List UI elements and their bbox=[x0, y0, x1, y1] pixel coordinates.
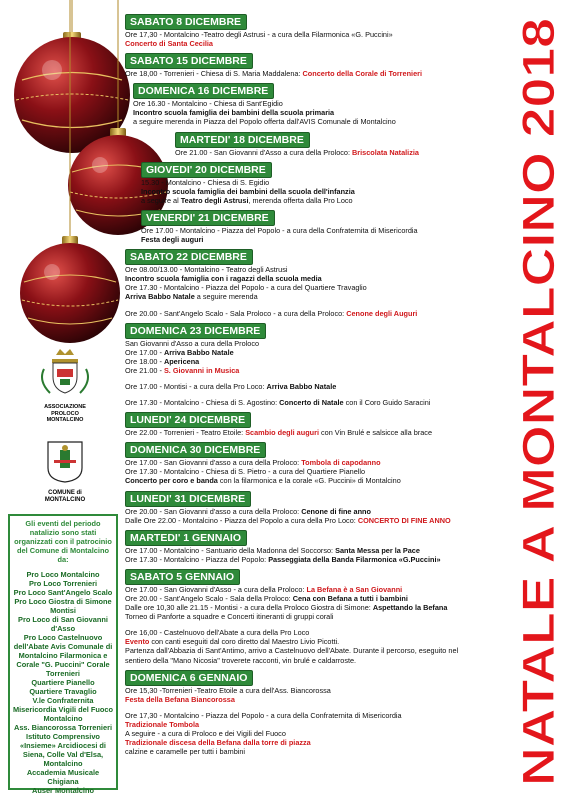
event-detail: Ore 20.00 - Sant'Angelo Scalo - Sala della Proloco: bbox=[125, 594, 293, 603]
event-detail: con la filarmonica e la corale «G. Puccini» di Montalcino bbox=[217, 476, 401, 486]
event-detail: Torneo di Panforte a squadre e Concerti itineranti di gruppi corali bbox=[125, 612, 334, 622]
event-line bbox=[125, 398, 510, 407]
organizer-item: Pro Loco Montalcino bbox=[26, 570, 100, 579]
event-detail: A seguire - a cura di Proloco e dei Vigili del Fuoco bbox=[125, 729, 286, 739]
event-line bbox=[141, 235, 510, 244]
event-highlight: La Befana è a San Giovanni bbox=[306, 584, 403, 594]
event-block bbox=[125, 410, 510, 437]
event-highlight: Scambio degli auguri bbox=[245, 428, 319, 438]
event-detail: Ore 18.00 - bbox=[125, 356, 164, 366]
organizer-item: Quartiere Travaglio bbox=[29, 687, 97, 696]
event-line bbox=[125, 69, 510, 78]
event-line bbox=[125, 612, 510, 621]
event-highlight: S. Giovanni in Musica bbox=[163, 365, 240, 375]
event-line bbox=[125, 729, 510, 738]
event-line bbox=[125, 585, 510, 594]
event-line bbox=[133, 99, 510, 108]
event-detail: con il Coro Guido Saracini bbox=[343, 398, 431, 408]
event-line bbox=[125, 283, 510, 292]
event-highlight: Briscolata Natalizia bbox=[352, 147, 419, 157]
event-line bbox=[125, 747, 510, 756]
event-title: Aspettando la Befana bbox=[372, 603, 448, 613]
event-date-header: SABATO 5 GENNAIO bbox=[125, 569, 240, 585]
event-date-header: MARTEDI' 1 GENNAIO bbox=[125, 530, 247, 546]
event-detail: Dalle ore 10,30 alle 21.15 - Montisi - a cura della Proloco Giostra di Simone: bbox=[125, 603, 373, 613]
event-list bbox=[125, 12, 510, 759]
event-title: Incontro scuola famiglia dei bambini della scuola dell'infanzia bbox=[141, 186, 355, 196]
event-line bbox=[125, 292, 510, 301]
event-highlight: CONCERTO DI FINE ANNO bbox=[357, 515, 451, 525]
spacer bbox=[125, 302, 510, 309]
event-detail: Ore 20.00 - Sant'Angelo Scalo - Sala Proloco - a cura della Proloco: bbox=[125, 308, 347, 318]
event-line bbox=[125, 507, 510, 516]
event-line bbox=[125, 695, 510, 704]
event-detail: San Giovanni d'Asso a cura della Proloco bbox=[125, 338, 260, 348]
event-line bbox=[125, 603, 510, 612]
event-title: Cenone di fine anno bbox=[301, 506, 371, 516]
event-detail: Ore 17.00 - bbox=[125, 347, 164, 357]
event-title: Concerto di Natale bbox=[279, 398, 344, 408]
event-block bbox=[125, 668, 510, 757]
event-date-header: LUNEDI' 31 DICEMBRE bbox=[125, 491, 251, 507]
event-highlight: Tradizionale Tombola bbox=[125, 719, 200, 729]
page-title: NATALE A MONTALCINO 2018 bbox=[513, 141, 564, 786]
event-line bbox=[125, 646, 510, 655]
event-line bbox=[125, 30, 510, 39]
event-block bbox=[141, 160, 510, 205]
event-date-header: VENERDI' 21 DICEMBRE bbox=[141, 210, 275, 226]
event-date-header: SABATO 8 DICEMBRE bbox=[125, 14, 247, 30]
event-line bbox=[125, 309, 510, 318]
event-date-header: DOMENICA 23 DICEMBRE bbox=[125, 323, 266, 339]
event-line bbox=[125, 555, 510, 564]
event-line bbox=[133, 117, 510, 126]
event-highlight: Tombola di capodanno bbox=[301, 458, 381, 468]
event-detail: Ore 22.00 - Torrenieri - Teatro Etoile: bbox=[125, 428, 246, 438]
event-line bbox=[125, 348, 510, 357]
event-title: Teatro degli Astrusi bbox=[180, 195, 249, 205]
event-line bbox=[125, 546, 510, 555]
event-detail: Ore 16,00 - Castelnuovo dell'Abate a cura della Pro Loco bbox=[125, 628, 310, 638]
event-block bbox=[133, 81, 510, 126]
event-block bbox=[141, 208, 510, 244]
event-detail: calzine e caramelle per tutti i bambini bbox=[125, 747, 246, 757]
event-block bbox=[175, 130, 510, 157]
event-detail: Ore 20.00 - San Giovanni d'asso a cura della Proloco: bbox=[125, 506, 302, 516]
event-detail: Ore 17,30 - Montalcino -Teatro degli Astrusi - a cura della Filarmonica «G. Puccini» bbox=[125, 30, 393, 39]
event-detail: Ore 08.00/13.00 - Montalcino - Teatro degli Astrusi bbox=[125, 265, 288, 275]
event-line bbox=[125, 357, 510, 366]
organizer-item: Pro Loco Castelnuovo dell'Abate Avis Comunale di Montalcino Filarmonica e Corale "G. Puccini" Corale Torrenieri bbox=[13, 633, 113, 678]
event-highlight: Cenone degli Auguri bbox=[346, 308, 418, 318]
event-highlight: Festa della Befana Biancorossa bbox=[125, 694, 235, 704]
event-line bbox=[125, 274, 510, 283]
event-detail: Ore 17.00 - San Giovanni d'Asso - a cura della Proloco: bbox=[125, 584, 307, 594]
event-line bbox=[125, 637, 510, 646]
event-line bbox=[141, 187, 510, 196]
organizer-item: Pro Loco di San Giovanni d'Asso bbox=[18, 615, 108, 633]
patronage-intro: Gli eventi del periodo natalizio sono stati organizzati con il patrocinio del Comune di Montalcino da: bbox=[14, 519, 112, 564]
event-highlight: Concerto di Santa Cecilia bbox=[125, 39, 213, 49]
event-line bbox=[125, 711, 510, 720]
event-title: Concerto per coro e banda bbox=[125, 476, 218, 486]
organizer-item: V.le Confraternita Misericordia Vigili del Fuoco Montalcino bbox=[12, 696, 114, 723]
event-block bbox=[125, 440, 510, 485]
event-line bbox=[125, 628, 510, 637]
event-detail: Ore 17.30 - Montalcino - Chiesa di S. Agostino: bbox=[125, 398, 280, 408]
event-block bbox=[125, 528, 510, 564]
event-detail: Ore 16.30 - Montalcino - Chiesa di Sant'Egidio bbox=[133, 99, 283, 109]
comune-label: COMUNE di MONTALCINO bbox=[44, 489, 86, 503]
event-block bbox=[125, 567, 510, 665]
event-highlight: Concerto della Corale di Torrenieri bbox=[302, 69, 422, 79]
organizer-item: Ass. Biancorossa Torrenieri Istituto Comprensivo «Insieme» Arcidiocesi di Siena, Colle Val d'Elsa, Montalcino bbox=[13, 723, 113, 768]
organizer-list bbox=[12, 570, 114, 795]
event-line bbox=[125, 467, 510, 476]
event-date-header: DOMENICA 6 GENNAIO bbox=[125, 670, 253, 686]
event-highlight: Evento bbox=[125, 637, 150, 647]
event-block bbox=[125, 12, 510, 48]
event-line bbox=[141, 178, 510, 187]
patronage-box bbox=[8, 514, 118, 795]
event-detail: Partenza dall'Abbazia di Sant'Antimo, arrivo a Castelnuovo dell'Abate. Durante il percorso, eseguito nel bbox=[125, 646, 459, 656]
event-line bbox=[175, 148, 510, 157]
event-line bbox=[125, 265, 510, 274]
spacer bbox=[125, 375, 510, 382]
event-detail: con Vin Brulé e salsicce alla brace bbox=[318, 428, 433, 438]
event-date-header: DOMENICA 16 DICEMBRE bbox=[133, 83, 274, 99]
event-line bbox=[125, 594, 510, 603]
event-detail: a seguire merenda in Piazza del Popolo offerta dall'AVIS Comunale di Montalcino bbox=[133, 117, 396, 127]
event-line bbox=[125, 382, 510, 391]
organizer-item: Auser Montalcino bbox=[31, 786, 94, 795]
spacer bbox=[125, 621, 510, 628]
event-line bbox=[125, 428, 510, 437]
event-block bbox=[125, 321, 510, 408]
event-title: Cena con Befana a tutti i bambini bbox=[292, 594, 408, 603]
event-block bbox=[125, 489, 510, 525]
event-detail: 15.30 - Montalcino - Chiesa di S. Egidio bbox=[141, 177, 270, 187]
event-detail: Ore 17.00 - Montalcino - Piazza del Popolo - a cura della Confraternita di Misericordia bbox=[141, 225, 418, 235]
event-line bbox=[125, 738, 510, 747]
event-line bbox=[141, 196, 510, 205]
event-date-header: SABATO 22 DICEMBRE bbox=[125, 249, 253, 265]
event-date-header: DOMENICA 30 DICEMBRE bbox=[125, 442, 266, 458]
event-title: Arriva Babbo Natale bbox=[266, 381, 337, 391]
event-title: Arriva Babbo Natale bbox=[163, 347, 234, 357]
event-line bbox=[125, 366, 510, 375]
event-detail: a seguire al bbox=[141, 195, 181, 205]
organizer-item: Accademia Musicale Chigiana bbox=[26, 768, 100, 786]
event-date-header: SABATO 15 DICEMBRE bbox=[125, 53, 253, 69]
event-detail: a seguire merenda bbox=[194, 292, 258, 302]
organizer-item: Pro Loco Sant'Angelo Scalo bbox=[13, 588, 113, 597]
event-title: Incontro scuola famiglia con i ragazzi della scuola media bbox=[125, 274, 322, 284]
proloco-label: ASSOCIAZIONE PROLOCO MONTALCINO bbox=[44, 404, 86, 423]
comune-crest-icon bbox=[20, 438, 110, 484]
event-line bbox=[125, 339, 510, 348]
event-title: Incontro scuola famiglia dei bambini della scuola primaria bbox=[133, 108, 335, 118]
event-date-header: MARTEDI' 18 DICEMBRE bbox=[175, 132, 310, 148]
organizer-item: Quartiere Pianello bbox=[31, 678, 95, 687]
event-line bbox=[125, 39, 510, 48]
event-detail: , merenda offerta dalla Pro Loco bbox=[248, 195, 353, 205]
event-detail: sentiero della "Mano Nicosia" troverete racconti, vin brulé e caldarroste. bbox=[125, 655, 357, 665]
event-title: Santa Messa per la Pace bbox=[335, 545, 420, 555]
event-detail: Ore 17.00 - Montalcino - Santuario della Madonna del Soccorso: bbox=[125, 545, 336, 555]
logos-area bbox=[20, 345, 110, 504]
event-detail: con canti eseguiti dal coro diretto dal Maestro Livio Picotti. bbox=[149, 637, 340, 647]
event-line bbox=[133, 108, 510, 117]
event-detail: Ore 17.00 - San Giovanni d'asso a cura della Proloco: bbox=[125, 458, 302, 468]
event-detail: Ore 17.00 - Montisi - a cura della Pro Loco: bbox=[125, 381, 267, 391]
event-detail: Dalle Ore 22.00 - Montalcino - Piazza del Popolo a cura della Pro Loco: bbox=[125, 515, 358, 525]
event-title: Arriva Babbo Natale bbox=[125, 292, 195, 302]
event-line bbox=[125, 720, 510, 729]
proloco-crest-icon bbox=[20, 345, 110, 397]
event-block bbox=[125, 247, 510, 317]
spacer bbox=[125, 704, 510, 711]
event-detail: Ore 17.30 - Montalcino - Chiesa di S. Pietro - a cura del Quartiere Pianello bbox=[125, 467, 366, 477]
event-date-header: LUNEDI' 24 DICEMBRE bbox=[125, 412, 251, 428]
vertical-title bbox=[511, 0, 566, 800]
event-detail: Ore 18,00 - Torrenieri - Chiesa di S. Maria Maddalena: bbox=[125, 69, 303, 79]
spacer bbox=[125, 391, 510, 398]
event-detail: Ore 21.00 - bbox=[125, 365, 164, 375]
event-line bbox=[125, 476, 510, 485]
event-detail: Ore 17.30 - Montalcino - Piazza del Popolo: bbox=[125, 554, 269, 564]
event-date-header: GIOVEDI' 20 DICEMBRE bbox=[141, 162, 272, 178]
event-line bbox=[141, 226, 510, 235]
event-title: Passeggiata della Banda Filarmonica «G.Puccini» bbox=[268, 554, 441, 564]
event-line bbox=[125, 516, 510, 525]
event-detail: Ore 15,30 -Torrenieri -Teatro Etoile a cura dell'Ass. Biancorossa bbox=[125, 685, 331, 695]
event-highlight: Tradizionale discesa della Befana dalla torre di piazza bbox=[125, 738, 311, 748]
event-line bbox=[125, 656, 510, 665]
event-line bbox=[125, 686, 510, 695]
organizer-item: Pro Loco Torrenieri bbox=[28, 579, 98, 588]
event-detail: Ore 17.30 - Montalcino - Piazza del Popolo - a cura del Quartiere Travaglio bbox=[125, 283, 367, 293]
event-detail: Ore 17,30 - Montalcino - Piazza del Popolo - a cura della Confraternita di Misericordia bbox=[125, 710, 402, 720]
event-line bbox=[125, 458, 510, 467]
event-title: Apericena bbox=[163, 356, 200, 366]
event-detail: Ore 21.00 - San Giovanni d'Asso a cura della Proloco: bbox=[175, 147, 353, 157]
event-block bbox=[125, 51, 510, 78]
event-title: Festa degli auguri bbox=[141, 235, 204, 245]
organizer-item: Pro Loco Giostra di Simone Montisi bbox=[14, 597, 112, 615]
